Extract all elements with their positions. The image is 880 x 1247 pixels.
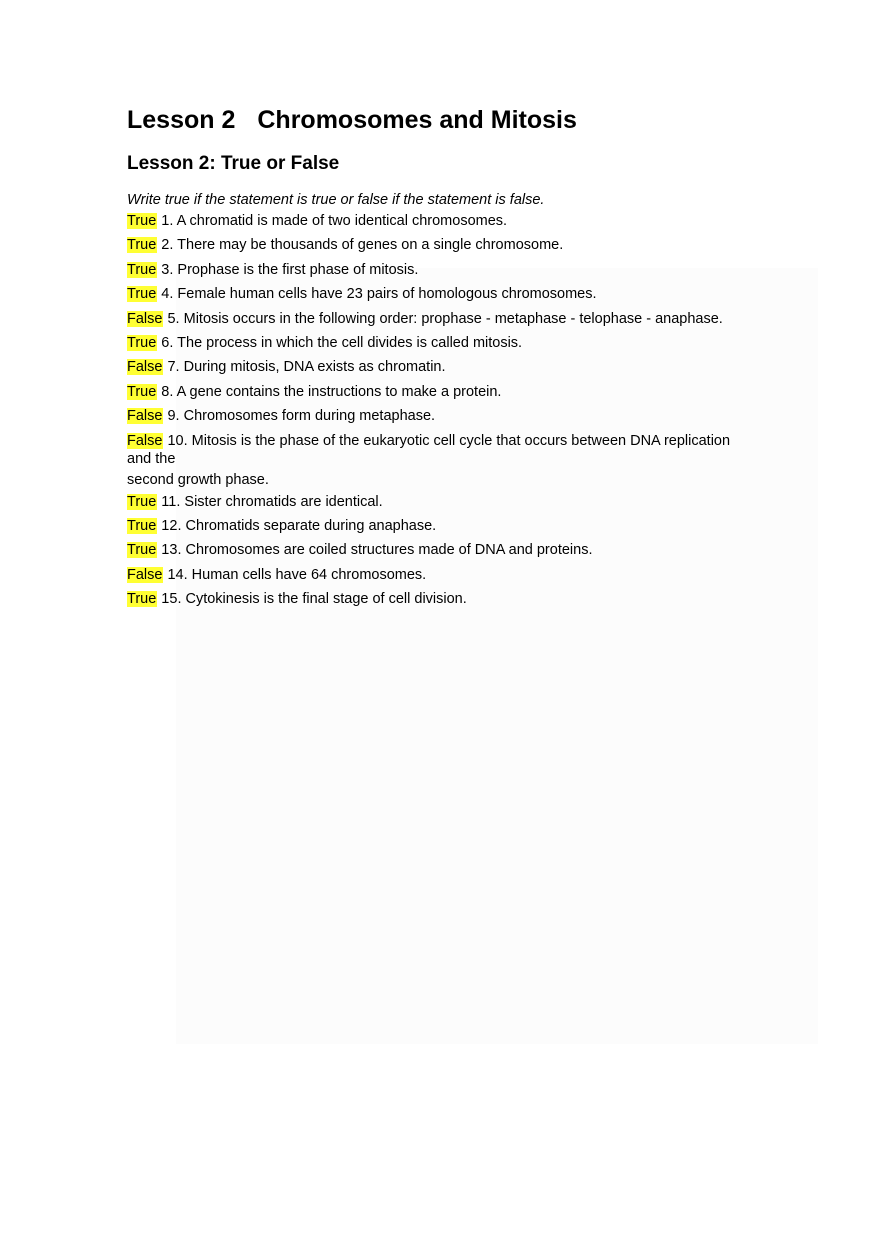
statement-item bbox=[127, 310, 777, 328]
instructions: Write true if the statement is true or false if the statement is false. bbox=[127, 192, 545, 208]
statement-item bbox=[127, 285, 777, 303]
statement-text: 7. During mitosis, DNA exists as chromatin. bbox=[163, 359, 446, 376]
statement-item bbox=[127, 212, 777, 230]
section-title: Lesson 2: True or False bbox=[127, 153, 340, 174]
statement-item bbox=[127, 432, 777, 489]
statement-text: 3. Prophase is the first phase of mitosis. bbox=[157, 261, 419, 278]
statement-text: 9. Chromosomes form during metaphase. bbox=[163, 408, 436, 425]
answer-highlight: True bbox=[127, 286, 157, 303]
lesson-topic: Chromosomes and Mitosis bbox=[257, 106, 577, 134]
answer-highlight: True bbox=[127, 213, 157, 229]
lesson-number: Lesson 2 bbox=[127, 106, 236, 134]
statement-text: 12. Chromatids separate during anaphase. bbox=[157, 517, 437, 534]
statement-text: 6. The process in which the cell divides is called mitosis. bbox=[157, 334, 523, 351]
statement-item bbox=[127, 261, 777, 279]
statement-item bbox=[127, 493, 777, 511]
answer-highlight: True bbox=[127, 237, 157, 254]
statement-text: 5. Mitosis occurs in the following order: prophase - metaphase - telophase - anaphase. bbox=[163, 310, 723, 327]
document-body bbox=[127, 104, 777, 608]
answer-highlight: True bbox=[127, 542, 157, 559]
statement-text: 8. A gene contains the instructions to make a protein. bbox=[157, 383, 502, 400]
statement-list bbox=[127, 212, 777, 608]
statement-text: 2. There may be thousands of genes on a single chromosome. bbox=[157, 237, 564, 254]
statement-text: 14. Human cells have 64 chromosomes. bbox=[163, 566, 427, 583]
statement-text: 11. Sister chromatids are identical. bbox=[157, 493, 383, 510]
statement-item bbox=[127, 566, 777, 584]
statement-item bbox=[127, 334, 777, 352]
answer-highlight: True bbox=[127, 591, 157, 608]
answer-highlight: True bbox=[127, 383, 157, 400]
statement-text: 13. Chromosomes are coiled structures made of DNA and proteins. bbox=[157, 542, 593, 559]
answer-highlight: True bbox=[127, 517, 157, 534]
answer-highlight: False bbox=[127, 408, 163, 425]
statement-text-continuation: and the bbox=[127, 450, 176, 467]
statement-item bbox=[127, 590, 777, 608]
lesson-title bbox=[127, 104, 777, 136]
statement-text: 15. Cytokinesis is the final stage of cell division. bbox=[157, 591, 467, 608]
statement-item bbox=[127, 407, 777, 425]
statement-item bbox=[127, 517, 777, 535]
statement-item bbox=[127, 236, 777, 254]
statement-text-continuation: second growth phase. bbox=[127, 471, 269, 488]
answer-highlight: False bbox=[127, 566, 163, 583]
statement-item bbox=[127, 358, 777, 376]
statement-item bbox=[127, 541, 777, 559]
answer-highlight: True bbox=[127, 261, 157, 278]
answer-highlight: False bbox=[127, 359, 163, 376]
statement-item bbox=[127, 383, 777, 401]
statement-text: 1. A chromatid is made of two identical chromosomes. bbox=[157, 213, 508, 229]
statement-text: 10. Mitosis is the phase of the eukaryotic cell cycle that occurs between DNA replication bbox=[163, 432, 731, 449]
answer-highlight: False bbox=[127, 432, 163, 449]
answer-highlight: True bbox=[127, 334, 157, 351]
answer-highlight: True bbox=[127, 493, 157, 510]
answer-highlight: False bbox=[127, 310, 163, 327]
statement-text: 4. Female human cells have 23 pairs of homologous chromosomes. bbox=[157, 286, 597, 303]
